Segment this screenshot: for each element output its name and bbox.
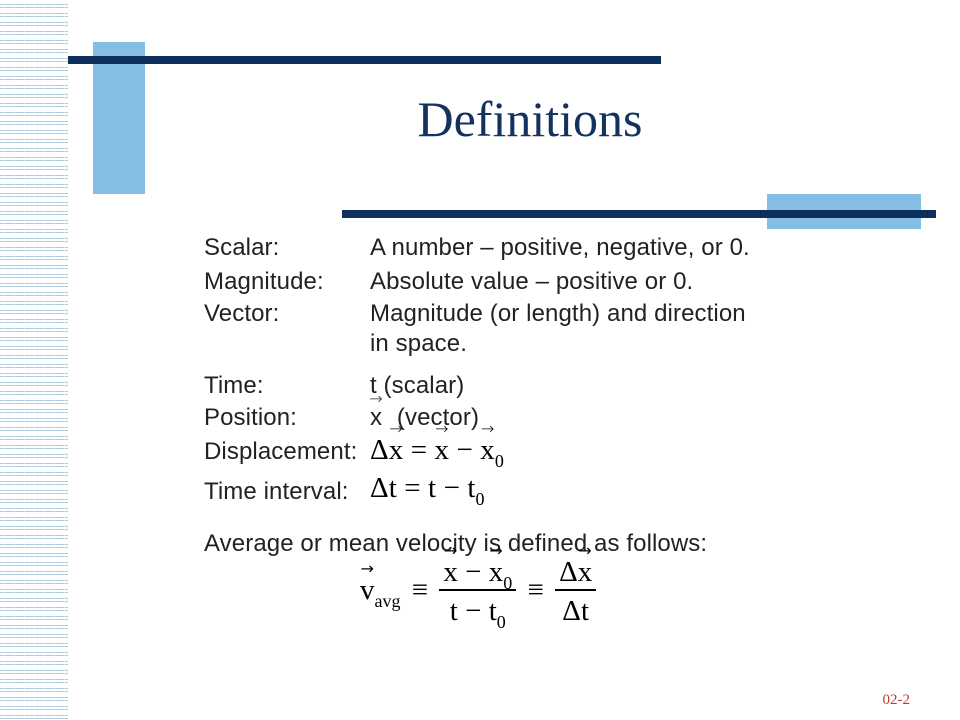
navy-rule-top — [68, 56, 661, 64]
term-description: Absolute value – positive or 0. — [370, 268, 694, 295]
vector-v-symbol: → v — [360, 574, 375, 607]
blue-accent-block-left — [93, 42, 145, 194]
term-label: Time: — [204, 372, 264, 399]
displacement-equation: Δ→ x = → x − → $x_0$ — [370, 434, 504, 467]
equiv-sign: ≡ — [527, 573, 544, 606]
term-description — [370, 404, 479, 432]
term-description: in space. — [370, 330, 467, 357]
avg-subscript: avg — [374, 590, 401, 611]
time-interval-equation: $\Delta t = t - t_0$ — [370, 472, 485, 509]
average-velocity-equation — [360, 556, 596, 632]
delta-fraction: $\frac{\Delta\to x}{\Delta t}$ — [555, 556, 596, 628]
equiv-sign: ≡ — [411, 573, 429, 606]
term-label: Magnitude: — [204, 268, 324, 295]
decorative-stripes — [0, 0, 68, 720]
term-label: Position: — [204, 404, 297, 431]
term-label: Displacement: — [204, 438, 358, 465]
displacement-over-interval: → $\frac{x - \to x_0}{t - t_0}$ — [439, 556, 516, 628]
position-type: (vector) — [396, 404, 480, 431]
navy-rule-bottom — [342, 210, 936, 218]
term-label: Scalar: — [204, 234, 280, 261]
term-description: A number – positive, negative, or 0. — [370, 234, 750, 261]
term-description: Magnitude (or length) and direction — [370, 300, 746, 327]
term-label: Vector: — [204, 300, 280, 327]
slide-title: Definitions — [417, 91, 643, 147]
velocity-intro: Average or mean velocity is defined as follows: — [204, 530, 708, 557]
vector-x-symbol: → x — [370, 404, 382, 432]
page-number: 02-2 — [882, 692, 910, 708]
term-label: Time interval: — [204, 478, 349, 505]
term-description: t (scalar) — [370, 372, 465, 399]
